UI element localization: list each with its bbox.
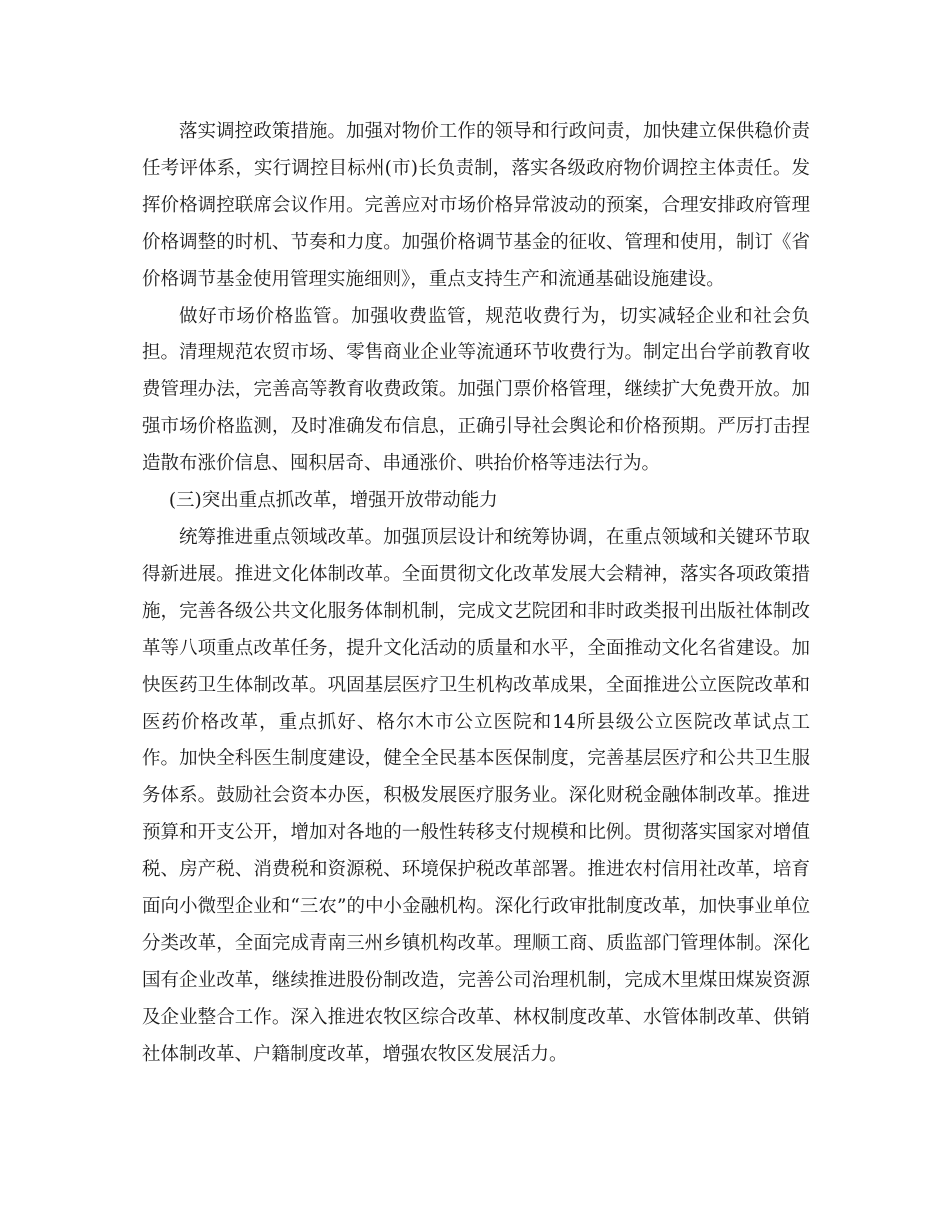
paragraph-reform: 统筹推进重点领域改革。加强顶层设计和统筹协调，在重点领域和关键环节取得新进展。推进文化体制改革。全面贯彻文化改革发展大会精神，落实各项政策措施，完善各级公共文化服务体制机制，完成文艺院团和非时政类报刊出版社体制改革等八项重点改革任务，提升文化活动的质量和水平，全面推动文化名省建设。加快医药卫生体制改革。巩固基层医疗卫生机构改革成果，全面推进公立医院改革和医药价格改革，重点抓好、格尔木市公立医院和14所县级公立医院改革试点工作。加快全科医生制度建设，健全全民基本医保制度，完善基层医疗和公共卫生服务体系。鼓励社会资本办医，积极发展医疗服务业。深化财税金融体制改革。推进预算和开支公开，增加对各地的一般性转移支付规模和比例。贯彻落实国家对增值税、房产税、消费税和资源税、环境保护税改革部署。推进农村信用社改革，培育面向小微型企业和“三农”的中小金融机构。深化行政审批制度改革，加快事业单位分类改革，全面完成青南三州乡镇机构改革。理顺工商、质监部门管理体制。深化国有企业改革，继续推进股份制改造，完善公司治理机制，完成木里煤田煤炭资源及企业整合工作。深入推进农牧区综合改革、林权制度改革、水管体制改革、供销社体制改革、户籍制度改革，增强农牧区发展活力。 (142, 526, 810, 1065)
section-heading: (三)突出重点抓改革，增强开放带动能力 (168, 490, 498, 512)
paragraph-market-supervision: 做好市场价格监管。加强收费监管，规范收费行为，切实减轻企业和社会负担。清理规范农贸市场、零售商业企业等流通环节收费行为。制定出台学前教育收费管理办法，完善高等教育收费政策。加强门票价格管理，继续扩大免费开放。加强市场价格监测，及时准确发布信息，正确引导社会舆论和价格预期。严厉打击捏造散布涨价信息、囤积居奇、串通涨价、哄抬价格等违法行为。 (142, 305, 810, 475)
paragraph-price-control: 落实调控政策措施。加强对物价工作的领导和行政问责，加快建立保供稳价责任考评体系，实行调控目标州(市)长负责制，落实各级政府物价调控主体责任。发挥价格调控联席会议作用。完善应对市场价格异常波动的预案，合理安排政府管理价格调整的时机、节奏和力度。加强价格调节基金的征收、管理和使用，制订《省价格调节基金使用管理实施细则》，重点支持生产和流通基础设施建设。 (142, 121, 810, 290)
document-body (142, 114, 810, 1074)
